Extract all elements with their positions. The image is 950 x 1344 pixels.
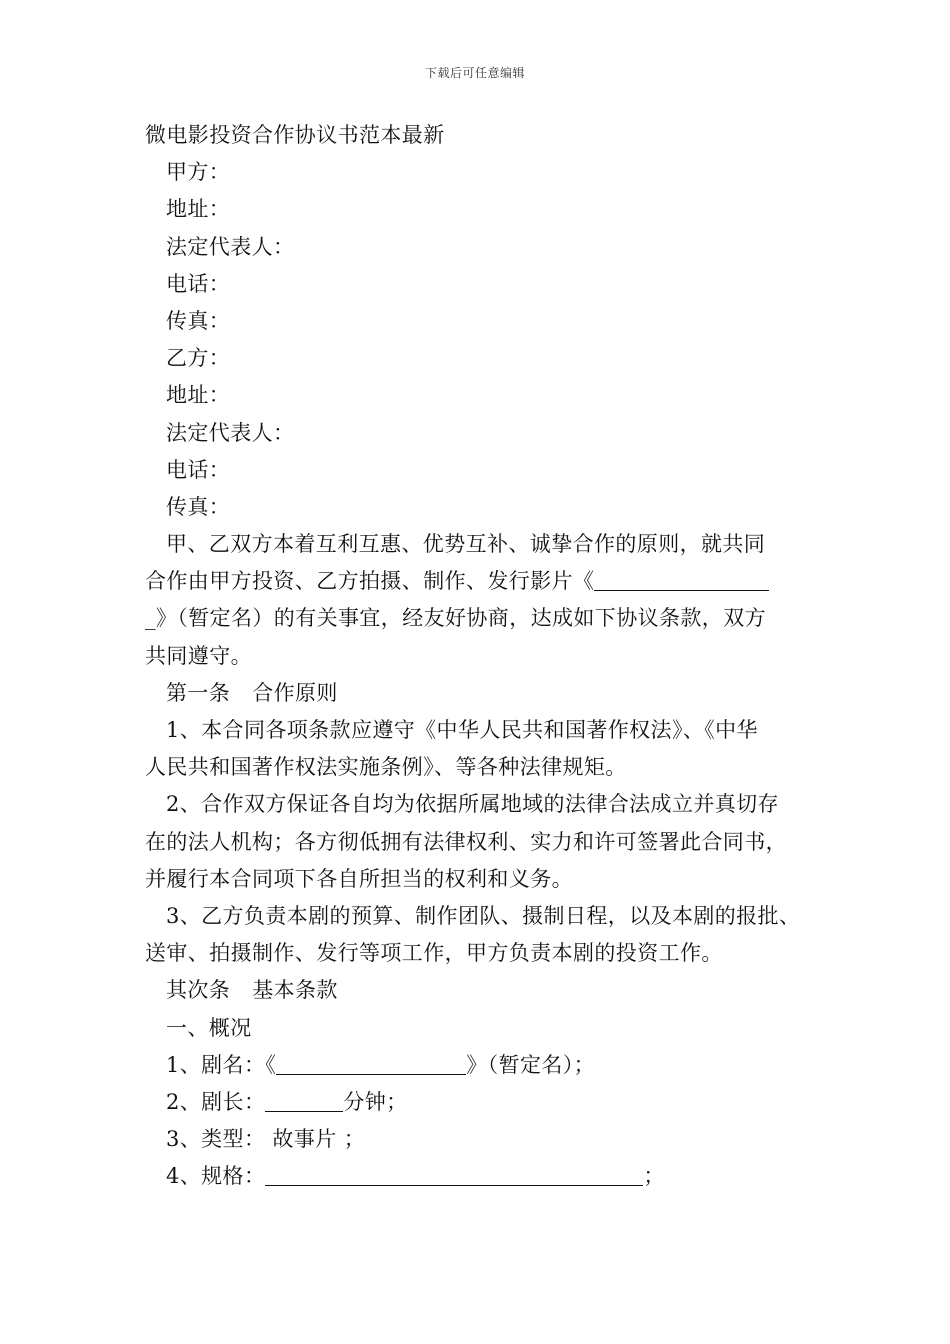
play-name-blank [276, 1052, 466, 1075]
intro-line-3-text: 》（暂定名）的有关事宜，经友好协商，达成如下协议条款，双方 [155, 606, 767, 631]
party-b-fax: 传真： [166, 494, 231, 519]
play-name-suffix: 》（暂定名）； [466, 1052, 596, 1077]
art1-p3-line-2: 送审、拍摄制作、发行等项工作，甲方负责本剧的投资工作。 [145, 941, 723, 966]
play-name-label: 1、剧名：《 [166, 1052, 277, 1077]
intro-line-2 [145, 563, 835, 600]
play-spec-suffix: ； [643, 1164, 665, 1189]
article-1-title: 合作原则 [252, 680, 338, 705]
art1-p2-line-2: 在的法人机构；各方彻低拥有法律权利、实力和许可签署此合同书， [145, 829, 787, 854]
intro-line-4: 共同遵守。 [145, 643, 252, 668]
intro-line-3-underscore: _ [145, 606, 156, 631]
party-b-phone: 电话： [166, 457, 231, 482]
intro-line-1: 甲、乙双方本着互利互惠、优势互补、诚挚合作的原则，就共同 [166, 532, 766, 557]
intro-line-3 [145, 600, 835, 637]
art1-p1-line-2: 人民共和国著作权法实施条例》、等各种法律规矩。 [145, 755, 627, 780]
article-2-title: 基本条款 [252, 978, 338, 1003]
party-b-label: 乙方： [166, 346, 231, 371]
art2-play-spec [145, 1158, 835, 1195]
party-a-representative: 法定代表人： [166, 234, 295, 259]
play-length-suffix: 分钟； [343, 1089, 408, 1114]
art2-play-name [145, 1047, 835, 1084]
play-spec-blank [265, 1163, 643, 1186]
page-header: 下载后可任意编辑 [424, 66, 525, 80]
party-a-label: 甲方： [166, 160, 231, 185]
party-a-phone: 电话： [166, 271, 231, 296]
play-length-label: 2、剧长： [166, 1089, 266, 1114]
party-b-representative: 法定代表人： [166, 420, 295, 445]
party-b-address: 地址： [166, 383, 231, 408]
art1-p1-line-1: 1、本合同各项条款应遵守《中华人民共和国著作权法》、《中华 [166, 718, 758, 742]
intro-line-2-text: 合作由甲方投资、乙方拍摄、制作、发行影片《 [145, 569, 595, 594]
article-1-heading [145, 675, 835, 712]
film-title-blank [594, 568, 769, 591]
article-2-number: 其次条 [166, 978, 231, 1003]
play-spec-label: 4、规格： [166, 1164, 266, 1189]
document-body [145, 117, 835, 1195]
art1-p2-line-1: 2、合作双方保证各自均为依据所属地域的法律合法成立并真切存 [166, 792, 779, 817]
article-1-number: 第一条 [166, 680, 231, 705]
art2-play-type: 3、类型： 故事片 ； [166, 1127, 366, 1152]
play-length-blank [265, 1089, 343, 1112]
article-2-heading [145, 972, 835, 1009]
art1-p2-line-3: 并履行本合同项下各自所担当的权利和义务。 [145, 866, 573, 891]
art2-overview: 一、概况 [166, 1015, 252, 1040]
art1-p3-line-1: 3、乙方负责本剧的预算、制作团队、摄制日程，以及本剧的报批、 [166, 903, 801, 928]
art2-play-length [145, 1084, 835, 1121]
party-a-address: 地址： [166, 197, 231, 222]
party-a-fax: 传真： [166, 308, 231, 333]
document-title: 微电影投资合作协议书范本最新 [145, 123, 445, 147]
